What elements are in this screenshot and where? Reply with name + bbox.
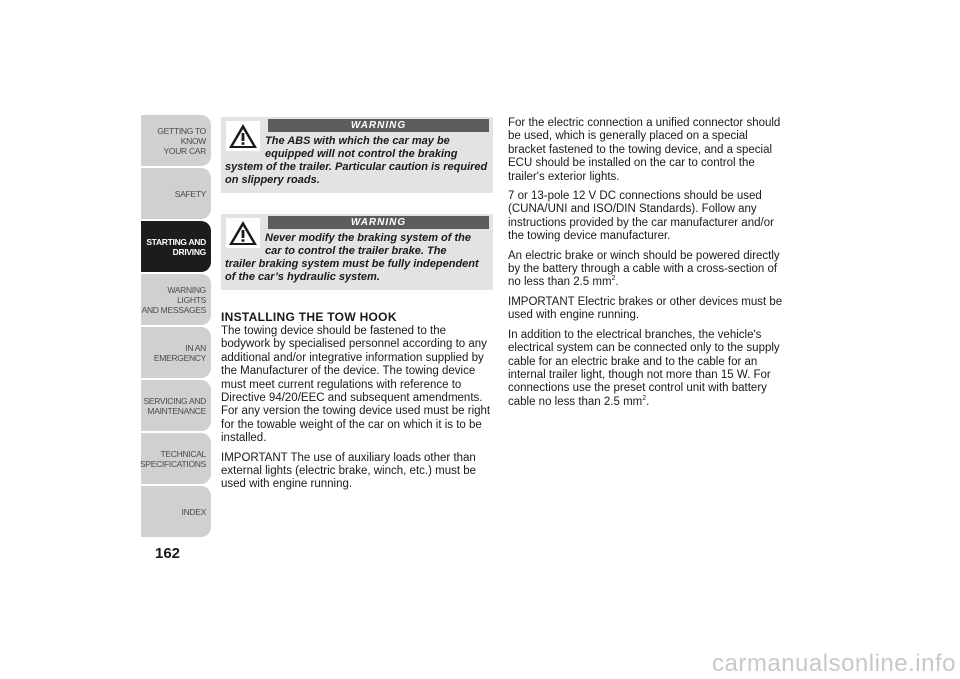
warning-box-braking [221,214,493,290]
connector-paragraph: For the electric connection a unified connector should be used, which is generally placed on a special bracket fastened to the towing device, and a special ECU should be installed on the car to control the trailer's exterior lights. [508,117,781,183]
tab-label: STARTING AND DRIVING [146,236,206,257]
warning-triangle-icon [226,218,260,248]
tab-safety[interactable] [141,168,211,219]
superscript: 2 [642,394,647,402]
warning-title: WARNING [268,119,489,132]
tab-starting-and-driving[interactable] [141,221,211,272]
right-column [508,117,783,415]
period: . [646,395,650,408]
warning-text-indent: Never modify the braking system of the car to control the trailer brake. The [265,232,471,257]
warning-text [225,232,489,284]
tab-label: WARNING LIGHTS AND MESSAGES [141,284,206,315]
page-number: 162 [155,545,181,562]
tab-index[interactable] [141,486,211,537]
electrical-branches-paragraph [508,329,783,409]
tab-servicing[interactable] [141,380,211,431]
tab-label: TECHNICAL SPECIFICATIONS [139,448,206,469]
chapter-sidebar [141,115,211,539]
electric-brake-paragraph [508,250,783,290]
auxiliary-loads-paragraph: IMPORTANT The use of auxiliary loads other than external lights (electric brake, winch, etc.) must be used with engine running. [221,451,477,491]
tow-hook-paragraph: The towing device should be fastened to the bodywork by specialised personnel according to any additional and/or integrative information supplied by the Manufacturer of the device. The towing device must meet current regulations with reference to Directive 94/20/EEC and subsequent amendments. For any version the towing device used must be right for the towable weight of the car on which it is to be installed. [221,325,491,445]
warning-box-abs [221,117,493,193]
important-engine-paragraph: IMPORTANT Electric brakes or other devices must be used with engine running. [508,295,783,322]
superscript: 2 [611,275,616,283]
tab-getting-to-know[interactable] [141,115,211,166]
tab-label: IN AN EMERGENCY [153,342,206,363]
section-heading: INSTALLING THE TOW HOOK [221,310,397,324]
tab-technical[interactable] [141,433,211,484]
electric-brake-text: An electric brake or winch should be powered directly by the battery through a cable with a cross-section of no less than 2.5 mm [508,249,780,289]
electrical-branches-text: In addition to the electrical branches, the vehicle's electrical system can be connected only to the supply cable for an electric brake and to the cable for an internal trailer light, though not more than 15 W. For connections use the preset control unit with battery cable no less than 2.5 mm [508,328,780,408]
warning-text-indent: The ABS with which the car may be equipped will not control the braking [265,135,458,160]
warning-text [225,135,489,187]
left-column [221,117,493,498]
warning-triangle-icon [226,121,260,151]
watermark: carmanualsonline.info [712,650,956,677]
tab-emergency[interactable] [141,327,211,378]
tab-label: SAFETY [174,188,206,199]
warning-text-rest: system of the trailer. Particular caution is required on slippery roads. [225,161,488,186]
tab-label: SERVICING AND MAINTENANCE [143,395,206,416]
tab-label: GETTING TO KNOW YOUR CAR [157,125,206,156]
tab-label: INDEX [181,506,206,517]
tab-warning-lights[interactable] [141,274,211,325]
pole-connections-paragraph: 7 or 13-pole 12 V DC connections should be used (CUNA/UNI and ISO/DIN Standards). Follow any instructions provided by the car manufacturer and/or the towing device manufacturer. [508,190,774,243]
warning-title: WARNING [268,216,489,229]
warning-text-rest: trailer braking system must be fully independent of the car’s hydraulic system. [225,258,479,283]
period: . [615,276,619,289]
